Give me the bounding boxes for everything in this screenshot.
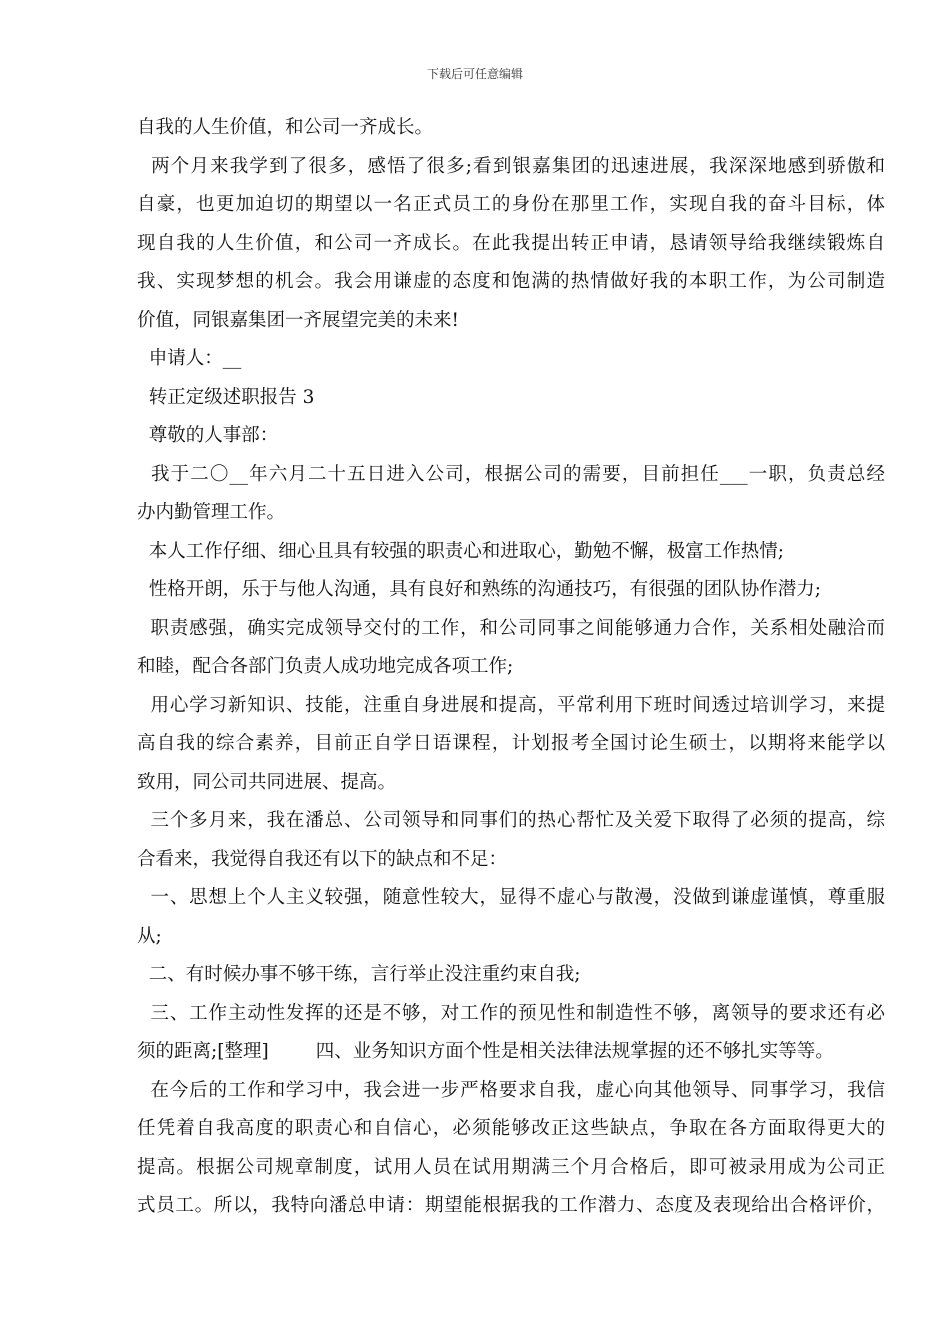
text-line: 一、思想上个人主义较强，随意性较大，显得不虚心与散漫，没做到谦虚谨慎，尊重服 <box>137 887 885 908</box>
text-line: 现自我的人生价值，和公司一齐成长。在此我提出转正申请，恳请领导给我继续锻炼自 <box>137 232 885 254</box>
text-line: 和睦，配合各部门负责人成功地完成各项工作; <box>137 656 514 677</box>
text-line: 两个月来我学到了很多，感悟了很多;看到银嘉集团的迅速进展，我深深地感到骄傲和 <box>137 155 885 177</box>
text-line: 性格开朗，乐于与他人沟通，具有良好和熟练的沟通技巧，有很强的团队协作潜力; <box>137 579 821 600</box>
text-line: 二、有时候办事不够干练，言行举止没注重约束自我; <box>137 964 581 985</box>
text-line: 式员工。所以，我特向潘总申请：期望能根据我的工作潜力、态度及表现给出合格评价， <box>137 1195 885 1216</box>
text-line: 办内勤管理工作。 <box>137 502 286 523</box>
text-line: 用心学习新知识、技能，注重自身进展和提高，平常利用下班时间透过培训学习，来提 <box>137 694 885 716</box>
text-line: 尊敬的人事部： <box>137 425 279 446</box>
text-line: 职责感强，确实完成领导交付的工作，和公司同事之间能够通力合作，关系相处融洽而 <box>137 617 885 639</box>
text-line: 自豪，也更加迫切的期望以一名正式员工的身份在那里工作，实现自我的奋斗目标，体 <box>137 194 885 215</box>
text-line: 在今后的工作和学习中，我会进一步严格要求自我，虚心向其他领导、同事学习，我信 <box>137 1079 885 1101</box>
text-line: 转正定级述职报告 3 <box>137 386 315 408</box>
text-line: 本人工作仔细、细心且具有较强的职责心和进取心，勤勉不懈，极富工作热情; <box>137 540 784 562</box>
text-line: 致用，同公司共同进展、提高。 <box>137 771 397 793</box>
text-line: 我、实现梦想的机会。我会用谦虚的态度和饱满的热情做好我的本职工作，为公司制造 <box>137 271 885 292</box>
text-line: 提高。根据公司规章制度，试用人员在试用期满三个月合格后，即可被录用成为公司正 <box>137 1156 885 1178</box>
text-line: 我于二〇__年六月二十五日进入公司，根据公司的需要，目前担任___一职，负责总经 <box>137 463 885 485</box>
text-line: 申请人：__ <box>137 348 242 369</box>
document-body <box>137 118 885 1235</box>
page-header: 下载后可任意编辑 <box>426 67 523 81</box>
text-line: 三、工作主动性发挥的还是不够，对工作的预见性和制造性不够，离领导的要求还有必 <box>137 1002 885 1024</box>
text-line: 任凭着自我高度的职责心和自信心，必须能够改正这些缺点，争取在各方面取得更大的 <box>137 1118 885 1139</box>
text-line: 三个多月来，我在潘总、公司领导和同事们的热心帮忙及关爱下取得了必须的提高，综 <box>137 810 885 831</box>
text-line: 价值，同银嘉集团一齐展望完美的未来! <box>137 309 459 331</box>
text-line: 合看来，我觉得自我还有以下的缺点和不足： <box>137 848 508 870</box>
text-line: 高自我的综合素养，目前正自学日语课程，计划报考全国讨论生硕士，以期将来能学以 <box>137 733 885 754</box>
text-line: 从; <box>137 925 162 947</box>
text-line: 须的距离;[整理] 四、业务知识方面个性是相关法律法规掌握的还不够扎实等等。 <box>137 1041 834 1062</box>
text-line: 自我的人生价值，和公司一齐成长。 <box>137 117 434 138</box>
